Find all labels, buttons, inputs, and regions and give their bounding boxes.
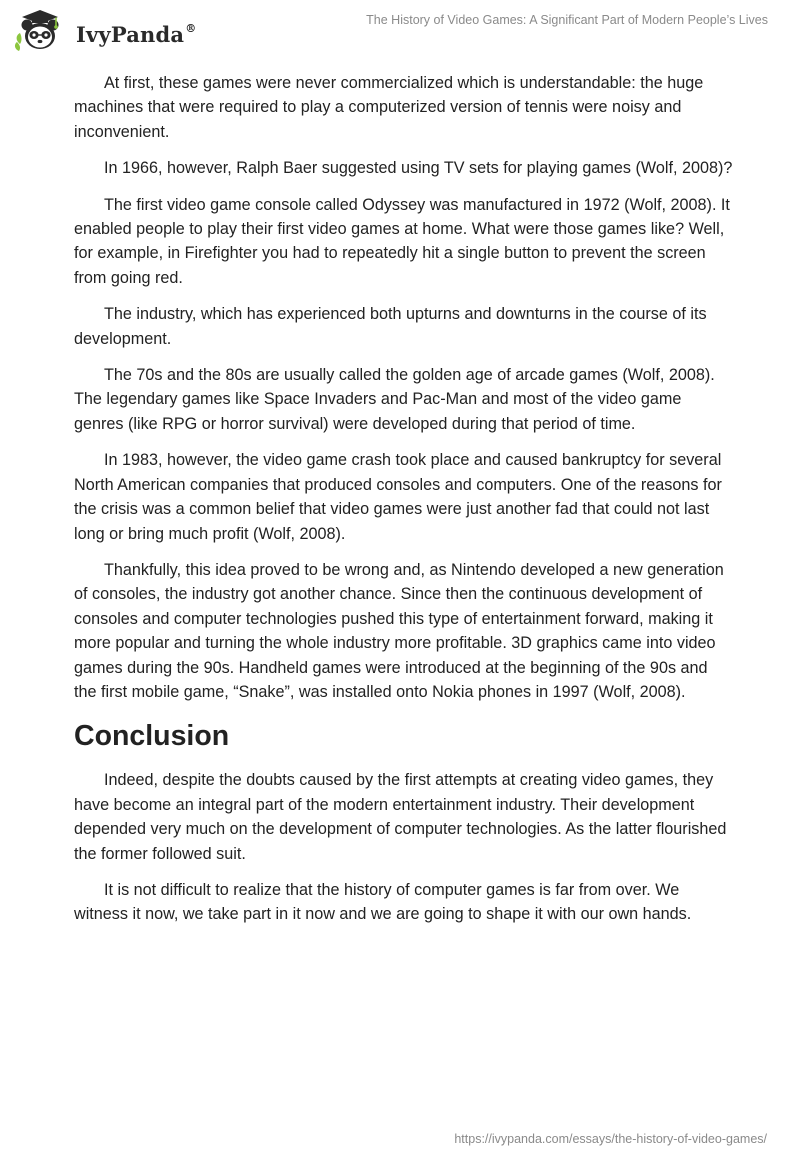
body-paragraph: At first, these games were never commercialized which is understandable: the huge machines that were required to play a computerized version of tennis were noisy and inconvenient. [74, 74, 704, 141]
registered-mark: ® [185, 21, 197, 35]
body-paragraph: The 70s and the 80s are usually called the golden age of arcade games (Wolf, 2008). The legendary games like Space Invaders and Pac-Man and most of the video game genres (like RPG or horror survival) were developed during that period of time. [74, 366, 715, 433]
body-paragraph: The first video game console called Odyssey was manufactured in 1972 (Wolf, 2008). It enabled people to play their first video games at home. What were those games like? Well, for example, in Firefighter you had to repeatedly hit a single button to prevent the screen from going red. [74, 195, 730, 287]
brand-name: IvyPanda® [76, 21, 197, 47]
source-url[interactable]: https://ivypanda.com/essays/the-history-of-video-games/ [454, 1132, 767, 1146]
body-paragraph: In 1983, however, the video game crash took place and caused bankruptcy for several North American companies that produced consoles and computers. One of the reasons for the crisis was a common belief that video games were just another fad that could not last long or bring much profit (Wolf, 2008). [74, 451, 722, 543]
panda-graduate-icon [14, 8, 70, 54]
conclusion-heading: Conclusion [74, 720, 230, 753]
body-paragraph: The industry, which has experienced both upturns and downturns in the course of its development. [74, 305, 707, 348]
body-paragraph: Thankfully, this idea proved to be wrong and, as Nintendo developed a new generation of consoles, the industry got another chance. Since then the continuous development of consoles and computer technologies pushed this type of entertainment forward, making it more popular and turning the whole industry more profitable. 3D graphics came into video games during the 90s. Handheld games were introduced at the beginning of the 90s and the first mobile game, “Snake”, was installed onto Nokia phones in 1997 (Wolf, 2008). [74, 560, 724, 701]
page-header [0, 0, 800, 60]
essay-content [74, 71, 734, 939]
conclusion-paragraph: Indeed, despite the doubts caused by the first attempts at creating video games, they have become an integral part of the modern entertainment industry. Their development depended very much on the development of computer technologies. As the latter flourished the former followed suit. [74, 771, 727, 863]
body-paragraph: In 1966, however, Ralph Baer suggested using TV sets for playing games (Wolf, 2008)? [104, 159, 733, 178]
document-title: The History of Video Games: A Significant Part of Modern People’s Lives [366, 13, 768, 27]
ivypanda-logo[interactable] [14, 8, 196, 54]
conclusion-paragraph: It is not difficult to realize that the history of computer games is far from over. We witness it now, we take part in it now and we are going to shape it with our own hands. [74, 880, 692, 924]
